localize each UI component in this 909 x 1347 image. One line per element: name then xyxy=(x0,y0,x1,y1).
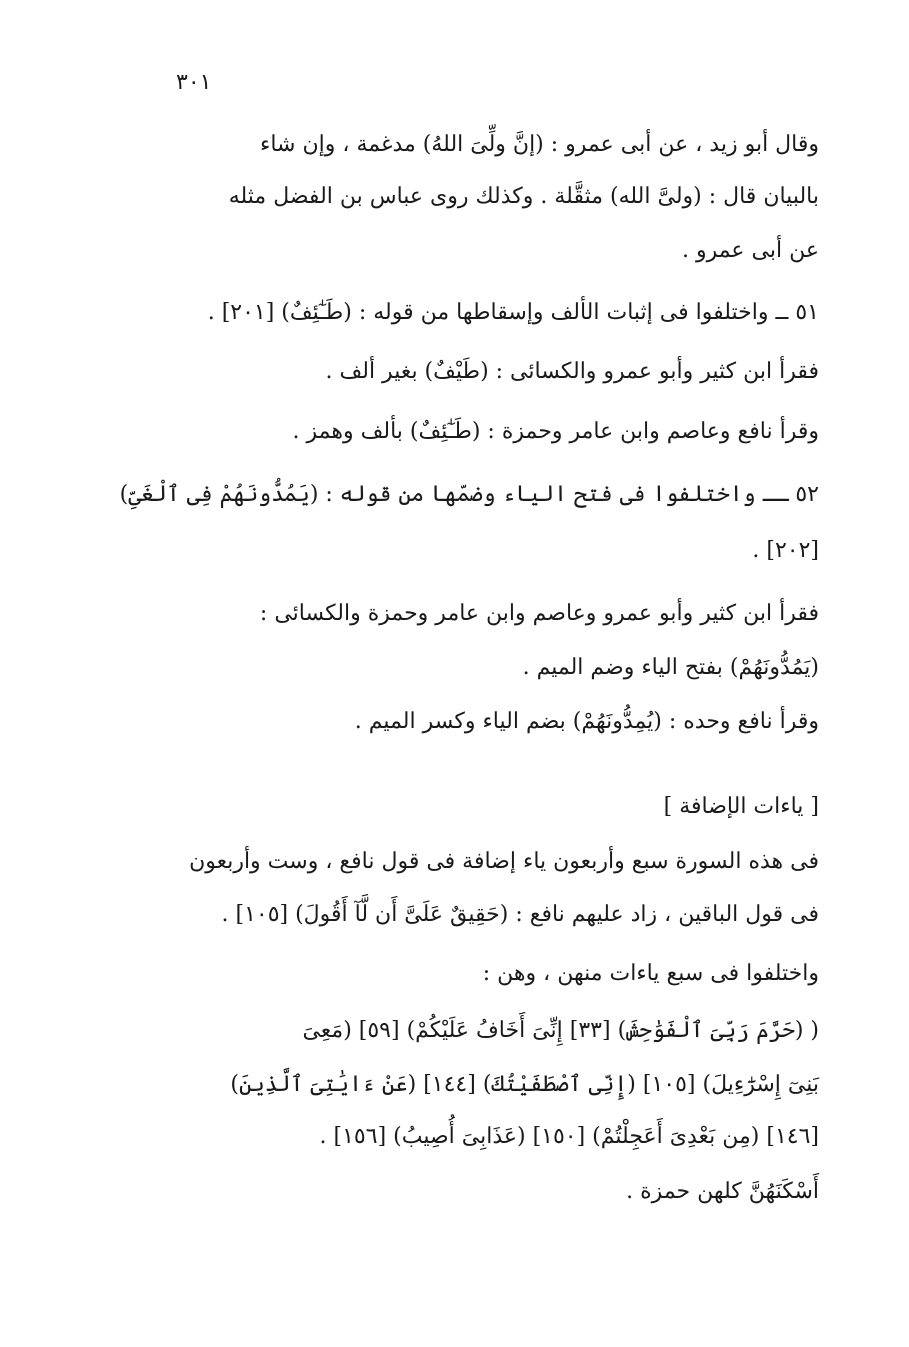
text-line: ٥٢ ــ واختلفوا فى فتح الياء وضمّها من قوله : (يَمُدُّونَهُمْ فِى ٱلْغَىِّ) xyxy=(119,482,819,507)
text-line: وقرأ نافع وحده : (يُمِدُّونَهُمْ) بضم الياء وكسر الميم . xyxy=(354,709,819,734)
text-line: فقرأ ابن كثير وأبو عمرو والكسائى : (طَيْفٌ) بغير ألف . xyxy=(325,359,819,384)
text-line: وقال أبو زيد ، عن أبى عمرو : (إنَّ ولِّىَ اللهُ) مدغمة ، وإن شاء xyxy=(259,132,819,157)
text-line: أَسْكَنَهُنَّ كلهن حمزة . xyxy=(626,1179,819,1204)
text-line: [٢٠٢] . xyxy=(752,538,819,563)
text-line: ( (حَرَّمَ رَبِّىَ ٱلْفَوَٰحِشَ) [٣٣] إِنِّىَ أَخَافُ عَلَيْكُمْ) [٥٩] (مَعِىَ xyxy=(302,1018,819,1043)
section-heading: [ ياءات الإضافة ] xyxy=(663,794,819,819)
text-line: فى قول الباقين ، زاد عليهم نافع : (حَقِيقٌ عَلَىَّ أَن لَّآ أَقُولَ) [١٠٥] . xyxy=(221,902,819,927)
text-line: بَنِىٓ إِسْرَٰٓءِيلَ) [١٠٥] (إِنِّى ٱصْطَفَيْتُكَ) [١٤٤] (عَنْ ءَايَٰتِىَ ٱلَّذِينَ) xyxy=(230,1072,819,1097)
text-line: ٥١ ــ واختلفوا فى إثبات الألف وإسقاطها من قوله : (طَـٰٓئِفٌ) [٢٠١] . xyxy=(207,300,819,325)
text-line: وقرأ نافع وعاصم وابن عامر وحمزة : (طَـٰٓئِفٌ) بألف وهمز . xyxy=(292,419,819,444)
text-line: فقرأ ابن كثير وأبو عمرو وعاصم وابن عامر وحمزة والكسائى : xyxy=(259,601,819,626)
text-line: [١٤٦] (مِن بَعْدِىَ أَعَجِلْتُمْ) [١٥٠] (عَذَابِىَ أُصِيبُ) [١٥٦] . xyxy=(319,1124,819,1149)
text-line: بالبيان قال : (ولىَّ الله) مثقَّلة . وكذلك روى عباس بن الفضل مثله xyxy=(228,184,819,209)
text-line: فى هذه السورة سبع وأربعون ياء إضافة فى قول نافع ، وست وأربعون xyxy=(189,849,819,874)
page-number: ٣٠١ xyxy=(176,70,212,95)
text-line: عن أبى عمرو . xyxy=(681,238,819,263)
text-line: واختلفوا فى سبع ياءات منهن ، وهن : xyxy=(482,961,819,986)
text-line: (يَمُدُّونَهُمْ) بفتح الياء وضم الميم . xyxy=(522,655,819,680)
